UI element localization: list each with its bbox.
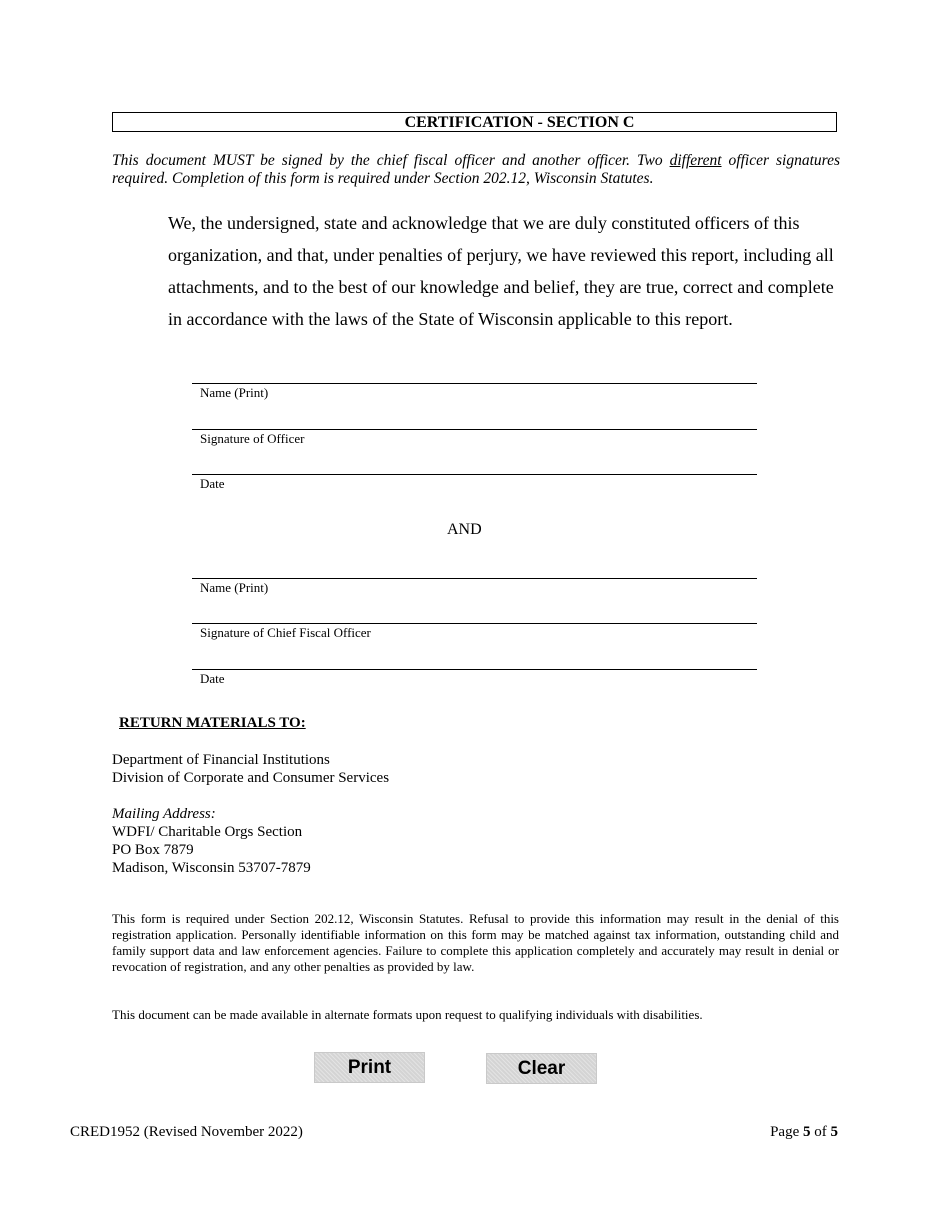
section-title: CERTIFICATION - SECTION C	[404, 114, 635, 131]
mailing-address	[112, 805, 311, 877]
signing-instructions	[112, 152, 840, 188]
mailing-address-line-1: WDFI/ Charitable Orgs Section	[112, 824, 303, 840]
mailing-address-label: Mailing Address:	[112, 806, 216, 822]
cfo-signature-label: Signature of Chief Fiscal Officer	[200, 625, 371, 640]
instructions-underlined-word: different	[669, 152, 722, 169]
department-line-1: Department of Financial Institutions	[112, 752, 330, 768]
cfo-date-field[interactable]	[192, 669, 757, 670]
officer-signature-label: Signature of Officer	[200, 431, 305, 446]
form-identifier: CRED1952 (Revised November 2022)	[70, 1124, 303, 1140]
officer-name-label: Name (Print)	[200, 385, 269, 400]
cfo-signature-field[interactable]	[192, 623, 757, 624]
officer-signature-field[interactable]	[192, 429, 757, 430]
officer-name-field[interactable]	[192, 383, 757, 384]
instructions-text-2: officer signatures required. Completion of this form is required under Section 202.12, Wisconsin Statutes.	[112, 152, 840, 187]
department-address	[112, 751, 389, 787]
department-line-2: Division of Corporate and Consumer Services	[112, 770, 390, 786]
cfo-name-label: Name (Print)	[200, 580, 269, 595]
legal-notice: This form is required under Section 202.12, Wisconsin Statutes. Refusal to provide this information may result in the denial of this registration application. Personally identifiable information on this form may be matched against tax information, outstanding child and family support data and law enforcement agencies. Failure to complete this application completely and accurately may result in denial or revocation of registration, and any other penalties as provided by law.	[112, 911, 839, 974]
and-separator: AND	[447, 521, 482, 538]
cfo-date-label: Date	[200, 671, 225, 686]
page-number: Page 5 of 5	[770, 1124, 838, 1140]
alternate-formats-notice: This document can be made available in alternate formats upon request to qualifying individuals with disabilities.	[112, 1007, 703, 1022]
officer-date-label: Date	[200, 476, 225, 491]
attestation-statement: We, the undersigned, state and acknowledge that we are duly constituted officers of this organization, and that, under penalties of perjury, we have reviewed this report, including all attachments, and to the best of our knowledge and belief, they are true, correct and complete in accordance with the laws of the State of Wisconsin applicable to this report.	[168, 213, 834, 329]
instructions-text-1: This document MUST be signed by the chief fiscal officer and another officer. Two	[112, 152, 670, 169]
mailing-address-line-2: PO Box 7879	[112, 842, 194, 858]
mailing-address-line-3: Madison, Wisconsin 53707-7879	[112, 860, 311, 876]
officer-date-field[interactable]	[192, 474, 757, 475]
cfo-name-field[interactable]	[192, 578, 757, 579]
print-button[interactable]: Print	[314, 1052, 425, 1083]
return-materials-heading: RETURN MATERIALS TO:	[119, 715, 306, 731]
section-title-box	[112, 112, 837, 132]
clear-button[interactable]: Clear	[486, 1053, 597, 1084]
